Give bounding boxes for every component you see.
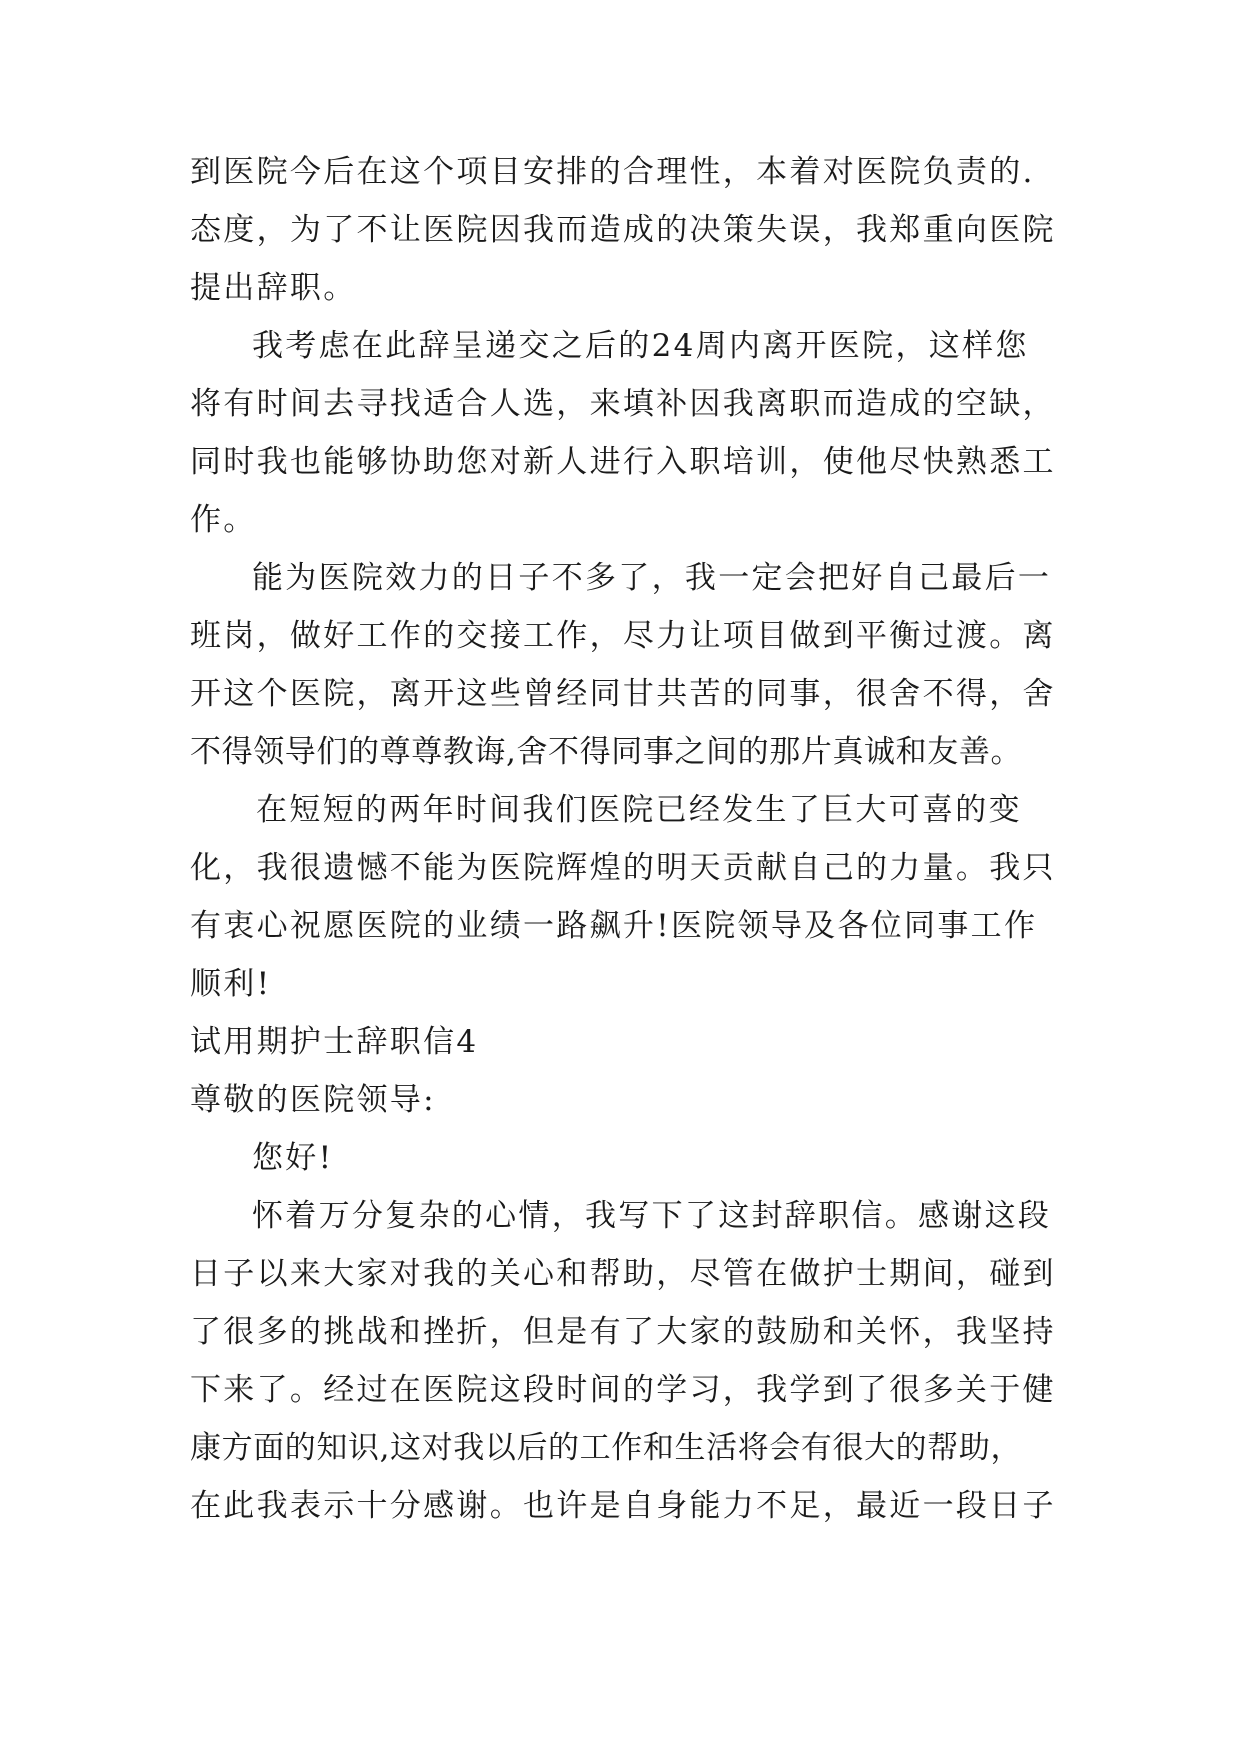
text-line: 班岗，做好工作的交接工作，尽力让项目做到平衡过渡。离 (190, 618, 1056, 654)
text-line: 作。 (190, 502, 257, 538)
text-line: 下来了。经过在医院这段时间的学习，我学到了很多关于健 (190, 1372, 1056, 1408)
greeting: 您好! (252, 1140, 334, 1176)
text-line: 我考虑在此辞呈递交之后的24周内离开医院，这样您 (252, 328, 1029, 364)
text-line: 态度，为了不让医院因我而造成的决策失误，我郑重向医院 (190, 212, 1056, 248)
text-line: 到医院今后在这个项目安排的合理性，本着对医院负责的. (190, 154, 1035, 190)
text-line: 同时我也能够协助您对新人进行入职培训，使他尽快熟悉工 (190, 444, 1056, 480)
text-line: 有衷心祝愿医院的业绩一路飙升!医院领导及各位同事工作 (190, 908, 1038, 944)
text-line: 了很多的挑战和挫折，但是有了大家的鼓励和关怀，我坚持 (190, 1314, 1056, 1350)
text-line: 能为医院效力的日子不多了，我一定会把好自己最后一 (252, 560, 1052, 596)
salutation: 尊敬的医院领导: (190, 1082, 436, 1118)
text-line: 日子以来大家对我的关心和帮助，尽管在做护士期间，碰到 (190, 1256, 1056, 1292)
text-line: 康方面的知识,这对我以后的工作和生活将会有很大的帮助， (190, 1430, 1023, 1466)
section-heading: 试用期护士辞职信4 (190, 1024, 479, 1060)
text-line: 怀着万分复杂的心情，我写下了这封辞职信。感谢这段 (252, 1198, 1052, 1234)
text-line: 开这个医院，离开这些曾经同甘共苦的同事，很舍不得，舍 (190, 676, 1056, 712)
text-line: 不得领导们的尊尊教诲,舍不得同事之间的那片真诚和友善。 (190, 734, 1023, 770)
text-line: 在短短的两年时间我们医院已经发生了巨大可喜的变 (256, 792, 1022, 828)
text-line: 在此我表示十分感谢。也许是自身能力不足，最近一段日子 (190, 1488, 1056, 1524)
text-line: 化，我很遗憾不能为医院辉煌的明天贡献自己的力量。我只 (190, 850, 1056, 886)
text-line: 将有时间去寻找适合人选，来填补因我离职而造成的空缺， (190, 386, 1056, 422)
text-line: 顺利! (190, 966, 272, 1002)
text-line: 提出辞职。 (190, 270, 357, 306)
